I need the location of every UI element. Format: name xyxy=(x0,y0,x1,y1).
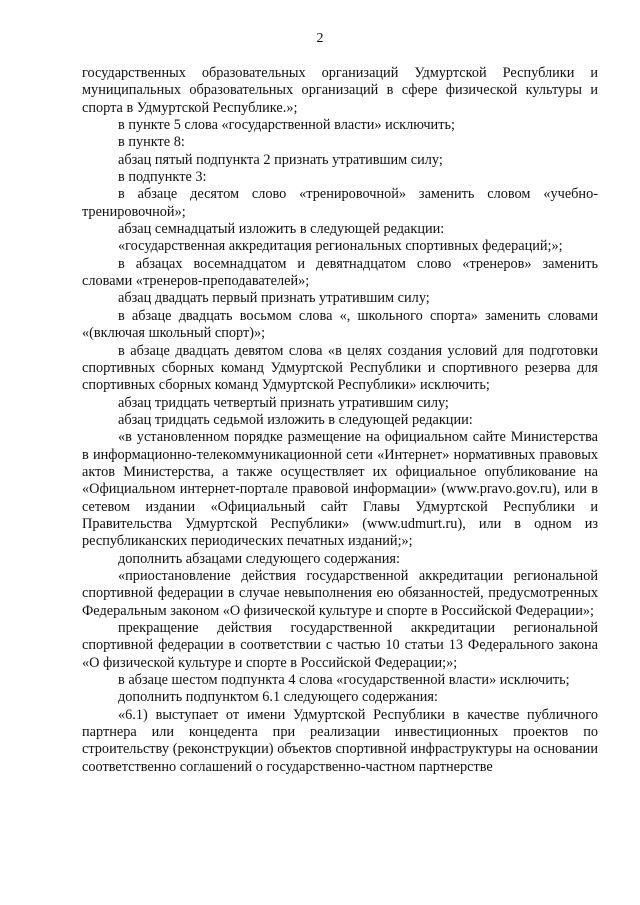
document-paragraph: «6.1) выступает от имени Удмуртской Республики в качестве публичного партнера или концедента при реализации инвестиционных проектов по строительству (реконструкции) объектов спортивной инфраструктуры на основании соответственно соглашений о государственно-частном партнерстве xyxy=(82,706,598,775)
document-paragraph: в абзаце двадцать девятом слова «в целях создания условий для подготовки спортивных сборных команд Удмуртской Республики и спортивного резерва для спортивных сборных команд Удмуртской Республики» исключить; xyxy=(82,342,598,394)
document-paragraph: дополнить абзацами следующего содержания: xyxy=(118,550,400,567)
document-paragraph: «государственная аккредитация региональных спортивных федераций;»; xyxy=(118,238,563,255)
document-paragraph: в пункте 5 слова «государственной власти» исключить; xyxy=(118,117,455,134)
document-paragraph: абзац двадцать первый признать утратившим силу; xyxy=(118,290,430,307)
document-paragraph: дополнить подпунктом 6.1 следующего содержания: xyxy=(118,689,438,706)
document-paragraph: абзац семнадцатый изложить в следующей редакции: xyxy=(118,221,445,238)
document-paragraph: прекращение действия государственной аккредитации региональной спортивной федерации в соответствии с частью 10 статьи 13 Федерального закона «О физической культуре и спорте в Российской Федерации;»; xyxy=(82,620,598,671)
document-paragraph: государственных образовательных организаций Удмуртской Республики и муниципальных образовательных организаций в сфере физической культуры и спорта в Удмуртской Республике.»; xyxy=(82,65,598,116)
document-paragraph: абзац тридцать седьмой изложить в следующей редакции: xyxy=(118,411,473,428)
document-paragraph: абзац тридцать четвертый признать утратившим силу; xyxy=(118,394,449,411)
document-paragraph: в абзаце десятом слово «тренировочной» заменить словом «учебно-тренировочной»; xyxy=(82,186,598,220)
page-number: 2 xyxy=(316,31,324,46)
document-paragraph: в подпункте 3: xyxy=(118,169,207,186)
document-paragraph: в абзаце двадцать восьмом слова «, школьного спорта» заменить словами «(включая школьный спорт)»; xyxy=(82,307,598,342)
document-paragraph: в пункте 8: xyxy=(118,134,185,151)
document-body xyxy=(82,65,598,776)
document-paragraph: в абзацах восемнадцатом и девятнадцатом слово «тренеров» заменить словами «тренеров-преподавателей»; xyxy=(82,255,598,290)
document-paragraph: абзац пятый подпункта 2 признать утратившим силу; xyxy=(118,151,443,168)
document-paragraph: в абзаце шестом подпункта 4 слова «государственной власти» исключить; xyxy=(118,672,570,689)
document-paragraph: «приостановление действия государственной аккредитации региональной спортивной федерации в случае невыполнения ею обязанностей, предусмотренных Федеральным законом «О физической культуре и спорте в Российской Федерации»; xyxy=(82,567,598,619)
document-paragraph: «в установленном порядке размещение на официальном сайте Министерства в информационно-телекоммуникационной сети «Интернет» нормативных правовых актов Министерства, а также осуществляет их официальное опубликование на «Официальном интернет-портале правовой информации» (www.pravo.gov.ru), или в сетевом издании «Официальный сайт Главы Удмуртской Республики и Правительства Удмуртской Республики» (www.udmurt.ru), или в одном из республиканских периодических печатных изданий;»; xyxy=(82,429,598,550)
